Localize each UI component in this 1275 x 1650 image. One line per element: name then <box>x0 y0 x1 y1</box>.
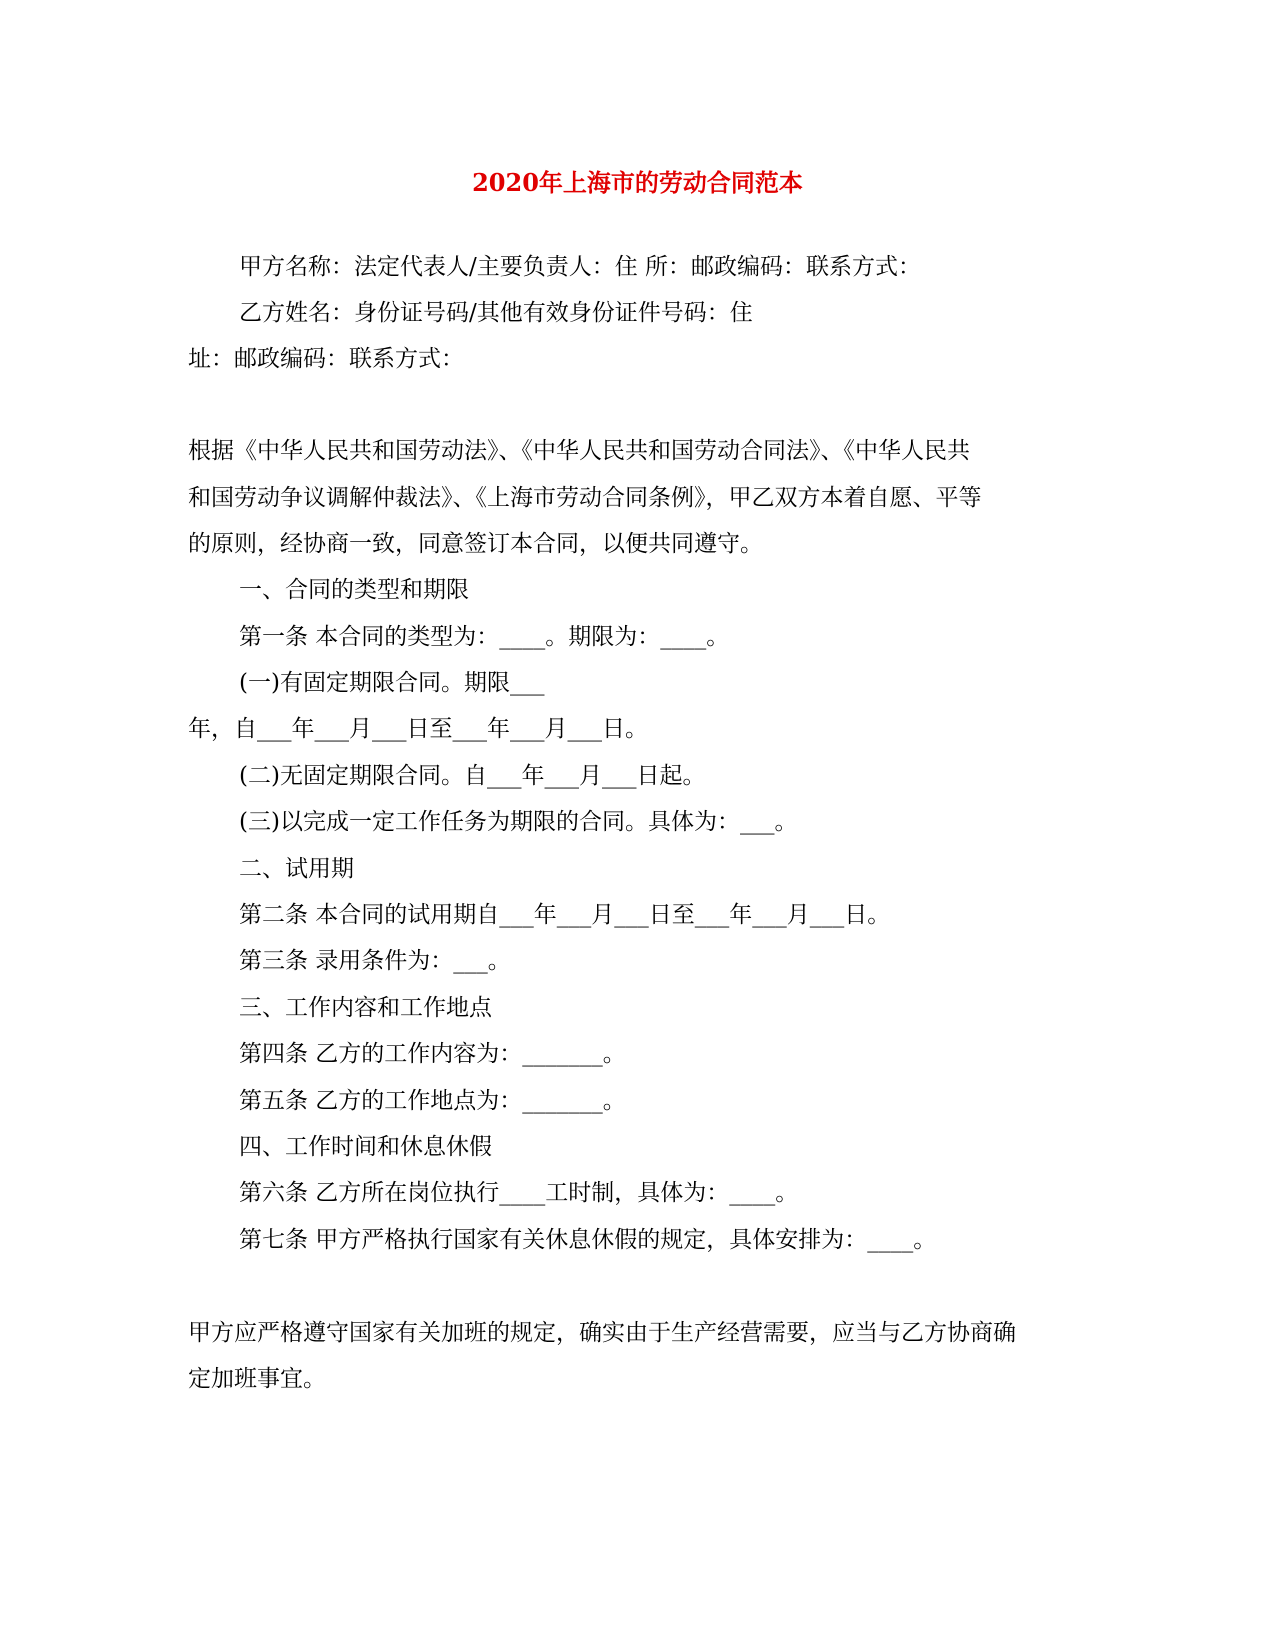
party-b-info-continued: 址：邮政编码：联系方式： <box>188 346 464 372</box>
overtime-paragraph-line-1: 甲方应严格遵守国家有关加班的规定，确实由于生产经营需要，应当与乙方协商确 <box>188 1320 1016 1346</box>
article-5: 第五条 乙方的工作地点为：_______。 <box>239 1088 626 1114</box>
preamble-line-1: 根据《中华人民共和国劳动法》、《中华人民共和国劳动合同法》、《中华人民共 <box>188 438 970 464</box>
party-a-info: 甲方名称：法定代表人/主要负责人：住 所：邮政编码：联系方式： <box>239 254 922 280</box>
party-b-info: 乙方姓名：身份证号码/其他有效身份证件号码：住 <box>239 300 753 326</box>
clause-fixed-term-continued: 年，自___年___月___日至___年___月___日。 <box>188 716 648 742</box>
section-heading-1: 一、合同的类型和期限 <box>239 577 469 603</box>
overtime-paragraph-line-2: 定加班事宜。 <box>188 1366 326 1392</box>
article-2: 第二条 本合同的试用期自___年___月___日至___年___月___日。 <box>239 902 891 928</box>
article-7: 第七条 甲方严格执行国家有关休息休假的规定，具体安排为：____。 <box>239 1227 937 1253</box>
article-6: 第六条 乙方所在岗位执行____工时制，具体为：____。 <box>239 1180 799 1206</box>
section-heading-3: 三、工作内容和工作地点 <box>239 995 492 1021</box>
clause-open-term: (二)无固定期限合同。自___年___月___日起。 <box>239 763 706 789</box>
article-1: 第一条 本合同的类型为：____。期限为：____。 <box>239 624 730 650</box>
clause-task-term: (三)以完成一定工作任务为期限的合同。具体为：___。 <box>239 809 798 835</box>
preamble-line-3: 的原则，经协商一致，同意签订本合同，以便共同遵守。 <box>188 531 763 557</box>
article-4: 第四条 乙方的工作内容为：_______。 <box>239 1041 626 1067</box>
document-title: 2020年上海市的劳动合同范本 <box>472 168 803 197</box>
article-3: 第三条 录用条件为：___。 <box>239 948 511 974</box>
preamble-line-2: 和国劳动争议调解仲裁法》、《上海市劳动合同条例》，甲乙双方本着自愿、平等 <box>188 485 982 511</box>
section-heading-4: 四、工作时间和休息休假 <box>239 1134 492 1160</box>
clause-fixed-term: (一)有固定期限合同。期限___ <box>239 670 545 696</box>
section-heading-2: 二、试用期 <box>239 856 354 882</box>
